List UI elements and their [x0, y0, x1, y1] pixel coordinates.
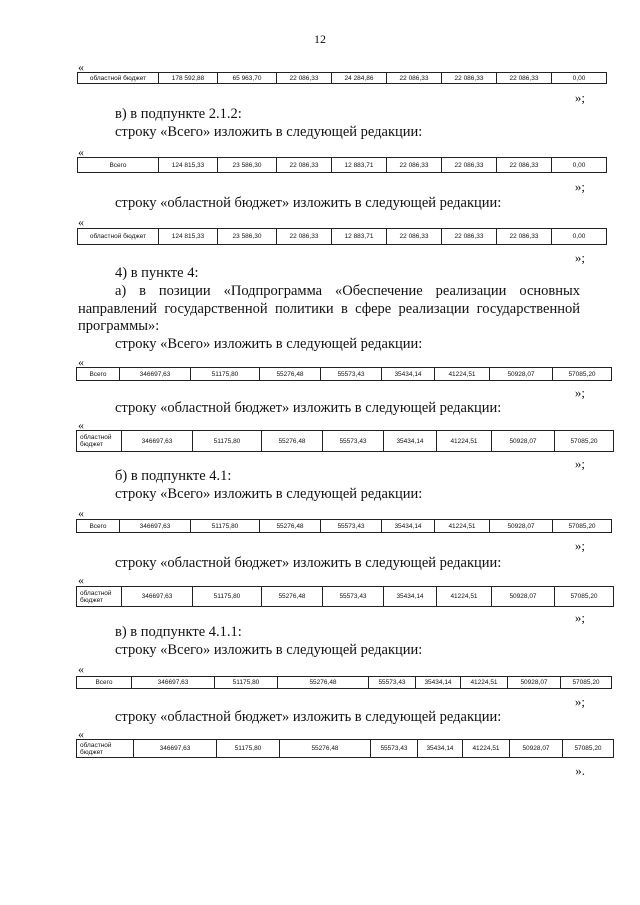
cell-value: 55573,43 — [323, 587, 384, 607]
cell-value: 35434,14 — [384, 587, 437, 607]
paragraph-line: программы»: — [78, 318, 160, 334]
quote-close: ». — [575, 763, 585, 778]
table-row-oblast-budget — [76, 430, 614, 452]
cell-value: 51175,80 — [193, 431, 262, 452]
cell-label: областной бюджет — [77, 587, 122, 607]
cell-value: 50928,07 — [492, 431, 555, 452]
cell-label: Всего — [77, 368, 120, 381]
cell-value: 346697,63 — [122, 587, 193, 607]
cell-value: 22 086,33 — [277, 73, 332, 84]
cell-value: 57085,20 — [555, 431, 614, 452]
cell-value: 346697,63 — [120, 368, 191, 381]
quote-open: « — [78, 60, 84, 74]
quote-open: « — [78, 418, 84, 432]
instruction-line-oblast: строку «областной бюджет» изложить в следующей редакции: — [115, 400, 502, 416]
quote-close: »; — [574, 456, 585, 471]
quote-close: »; — [574, 694, 585, 709]
instruction-line-vsego: строку «Всего» изложить в следующей редакции: — [115, 336, 423, 352]
cell-value: 0,00 — [552, 229, 607, 245]
cell-value: 22 086,33 — [277, 158, 332, 173]
cell-value: 55276,48 — [280, 740, 371, 758]
instruction-line-oblast: строку «областной бюджет» изложить в следующей редакции: — [115, 709, 502, 725]
cell-value: 55276,48 — [262, 587, 323, 607]
cell-value: 23 586,30 — [218, 229, 277, 245]
instruction-line-vsego: строку «Всего» изложить в следующей редакции: — [115, 486, 423, 502]
cell-label: областной бюджет — [77, 740, 134, 758]
cell-value: 124 815,33 — [159, 158, 218, 173]
table-row-vsego — [76, 367, 612, 381]
subitem-v-2-1-2: в) в подпункте 2.1.2: — [115, 106, 242, 122]
instruction-line-vsego: строку «Всего» изложить в следующей редакции: — [115, 124, 423, 140]
cell-value: 51175,80 — [191, 368, 260, 381]
cell-value: 35434,14 — [416, 677, 461, 689]
cell-value: 57085,20 — [561, 677, 612, 689]
quote-close: »; — [574, 538, 585, 553]
cell-value: 346697,63 — [122, 431, 193, 452]
cell-value: 178 592,88 — [159, 73, 218, 84]
table-row-oblast-budget — [76, 739, 614, 758]
cell-value: 55276,48 — [260, 368, 321, 381]
cell-value: 124 815,33 — [159, 229, 218, 245]
cell-value: 50928,07 — [490, 520, 553, 533]
cell-label: Всего — [78, 158, 159, 173]
cell-value: 55573,43 — [321, 520, 382, 533]
cell-value: 57085,20 — [555, 587, 614, 607]
quote-close: »; — [574, 179, 585, 194]
cell-value: 22 086,33 — [442, 229, 497, 245]
paragraph-line: направлений государственной политики в сфере реализации государственной — [78, 300, 580, 317]
page-number: 12 — [314, 32, 326, 46]
quote-close: »; — [574, 385, 585, 400]
table-row-vsego — [76, 519, 612, 533]
cell-value: 51175,80 — [193, 587, 262, 607]
item-4a-paragraph — [78, 283, 580, 336]
cell-value: 55276,48 — [278, 677, 369, 689]
cell-value: 0,00 — [552, 73, 607, 84]
cell-value: 346697,63 — [134, 740, 217, 758]
quote-close: »; — [574, 610, 585, 625]
cell-value: 55276,48 — [260, 520, 321, 533]
table-row-vsego — [76, 676, 612, 689]
table-row-oblast-budget — [77, 228, 607, 245]
cell-value: 22 086,33 — [497, 229, 552, 245]
cell-value: 23 586,30 — [218, 158, 277, 173]
instruction-line-oblast: строку «областной бюджет» изложить в следующей редакции: — [115, 195, 502, 211]
cell-value: 50928,07 — [510, 740, 563, 758]
cell-value: 41224,51 — [437, 587, 492, 607]
cell-value: 22 086,33 — [442, 73, 497, 84]
item-4-heading: 4) в пункте 4: — [115, 265, 199, 281]
cell-value: 22 086,33 — [497, 158, 552, 173]
cell-value: 41224,51 — [463, 740, 510, 758]
instruction-line-vsego: строку «Всего» изложить в следующей редакции: — [115, 642, 423, 658]
quote-open: « — [78, 573, 84, 587]
paragraph-line: а) в позиции «Подпрограмма «Обеспечение реализации основных — [115, 283, 580, 299]
table-row-oblast-budget — [77, 72, 607, 84]
cell-value: 12 883,71 — [332, 158, 387, 173]
cell-value: 22 086,33 — [277, 229, 332, 245]
cell-value: 55573,43 — [323, 431, 384, 452]
cell-value: 50928,07 — [492, 587, 555, 607]
table-row-oblast-budget — [76, 586, 614, 607]
quote-open: « — [78, 662, 84, 676]
cell-value: 41224,51 — [437, 431, 492, 452]
cell-value: 22 086,33 — [442, 158, 497, 173]
cell-value: 35434,14 — [418, 740, 463, 758]
cell-label: Всего — [77, 677, 132, 689]
cell-value: 55573,43 — [369, 677, 416, 689]
cell-value: 57085,20 — [553, 520, 612, 533]
cell-label: областной бюджет — [77, 431, 122, 452]
cell-value: 57085,20 — [553, 368, 612, 381]
table-row-vsego — [77, 157, 607, 173]
cell-value: 22 086,33 — [497, 73, 552, 84]
quote-open: « — [78, 145, 84, 159]
cell-value: 12 883,71 — [332, 229, 387, 245]
cell-value: 50928,07 — [490, 368, 553, 381]
cell-value: 35434,14 — [382, 520, 435, 533]
cell-label: Всего — [77, 520, 120, 533]
cell-value: 24 284,86 — [332, 73, 387, 84]
cell-value: 55573,43 — [321, 368, 382, 381]
cell-label: областной бюджет — [78, 73, 159, 84]
cell-value: 57085,20 — [563, 740, 614, 758]
cell-value: 41224,51 — [435, 520, 490, 533]
subitem-b-4-1: б) в подпункте 4.1: — [115, 468, 232, 484]
cell-value: 55573,43 — [371, 740, 418, 758]
quote-open: « — [78, 506, 84, 520]
cell-value: 35434,14 — [382, 368, 435, 381]
quote-close: »; — [574, 90, 585, 105]
cell-value: 65 963,70 — [218, 73, 277, 84]
cell-value: 51175,80 — [217, 740, 280, 758]
cell-value: 22 086,33 — [387, 229, 442, 245]
cell-value: 41224,51 — [461, 677, 508, 689]
subitem-v-4-1-1: в) в подпункте 4.1.1: — [115, 624, 242, 640]
cell-label: областной бюджет — [78, 229, 159, 245]
quote-open: « — [78, 727, 84, 741]
cell-value: 55276,48 — [262, 431, 323, 452]
cell-value: 51175,80 — [191, 520, 260, 533]
cell-value: 346697,63 — [120, 520, 191, 533]
cell-value: 22 086,33 — [387, 158, 442, 173]
instruction-line-oblast: строку «областной бюджет» изложить в следующей редакции: — [115, 555, 502, 571]
quote-close: »; — [574, 250, 585, 265]
cell-value: 0,00 — [552, 158, 607, 173]
cell-value: 51175,80 — [215, 677, 278, 689]
quote-open: « — [78, 215, 84, 229]
cell-value: 35434,14 — [384, 431, 437, 452]
cell-value: 50928,07 — [508, 677, 561, 689]
cell-value: 346697,63 — [132, 677, 215, 689]
cell-value: 22 086,33 — [387, 73, 442, 84]
quote-open: « — [78, 355, 84, 369]
cell-value: 41224,51 — [435, 368, 490, 381]
